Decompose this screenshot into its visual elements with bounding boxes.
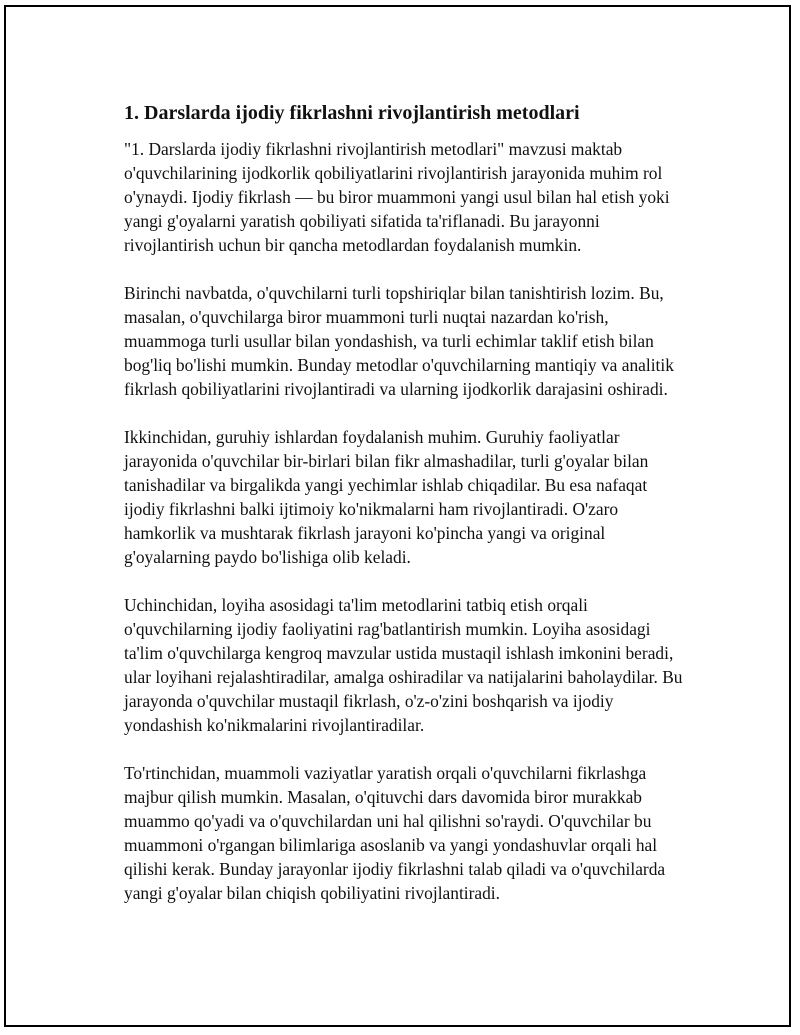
paragraph-second: Ikkinchidan, guruhiy ishlardan foydalanish muhim. Guruhiy faoliyatlar jarayonida o'quvchilar bir-birlari bilan fikr almashadilar, turli g'oyalar bilan tanishadilar va birgalikda yangi yechimlar ishlab chiqadilar. Bu esa nafaqat ijodiy fikrlashni balki ijtimoiy ko'nikmalarni ham rivojlantiradi. O'zaro hamkorlik va mushtarak fikrlash jarayoni ko'pincha yangi va original g'oyalarning paydo bo'lishiga olib keladi. xyxy=(124,427,649,567)
document-title: 1. Darslarda ijodiy fikrlashni rivojlantirish metodlari xyxy=(124,102,580,124)
document-body xyxy=(124,100,690,929)
paragraph-third: Uchinchidan, loyiha asosidagi ta'lim metodlarini tatbiq etish orqali o'quvchilarning ijodiy faoliyatini rag'batlantirish mumkin. Loyiha asosidagi ta'lim o'quvchilarga kengroq mavzular ustida mustaqil ishlash imkonini beradi, ular loyihani rejalashtiradilar, amalga oshiradilar va natijalarini baholaydilar. Bu jarayonda o'quvchilar mustaqil fikrlash, o'z-o'zini boshqarish va ijodiy yondashish ko'nikmalarini rivojlantiradilar. xyxy=(124,595,683,735)
paragraph-first: Birinchi navbatda, o'quvchilarni turli topshiriqlar bilan tanishtirish lozim. Bu, masalan, o'quvchilarga biror muammoni turli nuqtai nazardan ko'rish, muammoga turli usullar bilan yondashish, va turli echimlar taklif etish bilan bog'liq bo'lishi mumkin. Bunday metodlar o'quvchilarning mantiqiy va analitik fikrlash qobiliyatlarini rivojlantiradi va ularning ijodkorlik darajasini oshiradi. xyxy=(124,283,674,399)
paragraph-intro: "1. Darslarda ijodiy fikrlashni rivojlantirish metodlari" mavzusi maktab o'quvchilarining ijodkorlik qobiliyatlarini rivojlantirish jarayonida muhim rol o'ynaydi. Ijodiy fikrlash — bu biror muammoni yangi usul bilan hal etish yoki yangi g'oyalarni yaratish qobiliyati sifatida ta'riflanadi. Bu jarayonni rivojlantirish uchun bir qancha metodlardan foydalanish mumkin. xyxy=(124,139,670,255)
page-border xyxy=(4,5,791,1027)
paragraph-fourth: To'rtinchidan, muammoli vaziyatlar yaratish orqali o'quvchilarni fikrlashga majbur qilish mumkin. Masalan, o'qituvchi dars davomida biror murakkab muammo qo'yadi va o'quvchilardan uni hal qilishni so'raydi. O'quvchilar bu muammoni o'rgangan bilimlariga asoslanib va yangi yondashuvlar orqali hal qilishi kerak. Bunday jarayonlar ijodiy fikrlashni talab qiladi va o'quvchilarda yangi g'oyalar bilan chiqish qobiliyatini rivojlantiradi. xyxy=(124,763,666,903)
